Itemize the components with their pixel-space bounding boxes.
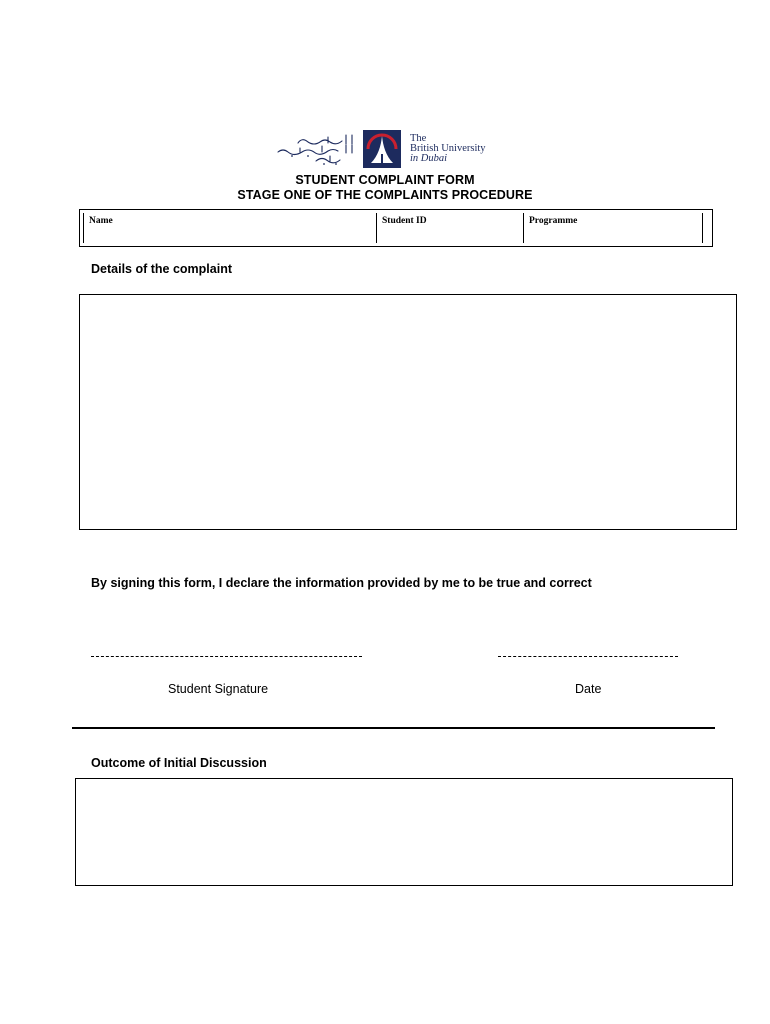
student-info-inner bbox=[83, 213, 703, 243]
student-id-label: Student ID bbox=[382, 216, 427, 226]
date-label: Date bbox=[575, 682, 602, 696]
student-info-table bbox=[79, 209, 713, 247]
programme-field[interactable] bbox=[523, 213, 702, 243]
outcome-heading: Outcome of Initial Discussion bbox=[91, 756, 267, 770]
programme-label: Programme bbox=[529, 216, 578, 226]
logo-line-2: British University bbox=[410, 143, 486, 154]
date-line[interactable] bbox=[498, 656, 678, 657]
form-subtitle: STAGE ONE OF THE COMPLAINTS PROCEDURE bbox=[237, 188, 533, 202]
name-label: Name bbox=[89, 216, 113, 226]
signature-line[interactable] bbox=[91, 656, 362, 657]
name-field[interactable] bbox=[84, 213, 376, 243]
declaration-text: By signing this form, I declare the information provided by me to be true and correct bbox=[91, 576, 592, 590]
logo-line-1: The bbox=[410, 133, 427, 144]
signature-label: Student Signature bbox=[168, 682, 269, 696]
details-heading: Details of the complaint bbox=[91, 262, 232, 276]
university-logo bbox=[270, 130, 500, 168]
logo-line-3: in Dubai bbox=[410, 153, 448, 164]
complaint-details-box[interactable] bbox=[79, 294, 737, 530]
university-emblem-icon bbox=[363, 130, 401, 168]
english-logotype bbox=[410, 134, 486, 164]
section-divider bbox=[72, 727, 715, 729]
student-id-field[interactable] bbox=[376, 213, 523, 243]
arabic-logotype bbox=[270, 132, 362, 166]
form-title: STUDENT COMPLAINT FORM bbox=[295, 173, 475, 187]
outcome-box[interactable] bbox=[75, 778, 733, 886]
